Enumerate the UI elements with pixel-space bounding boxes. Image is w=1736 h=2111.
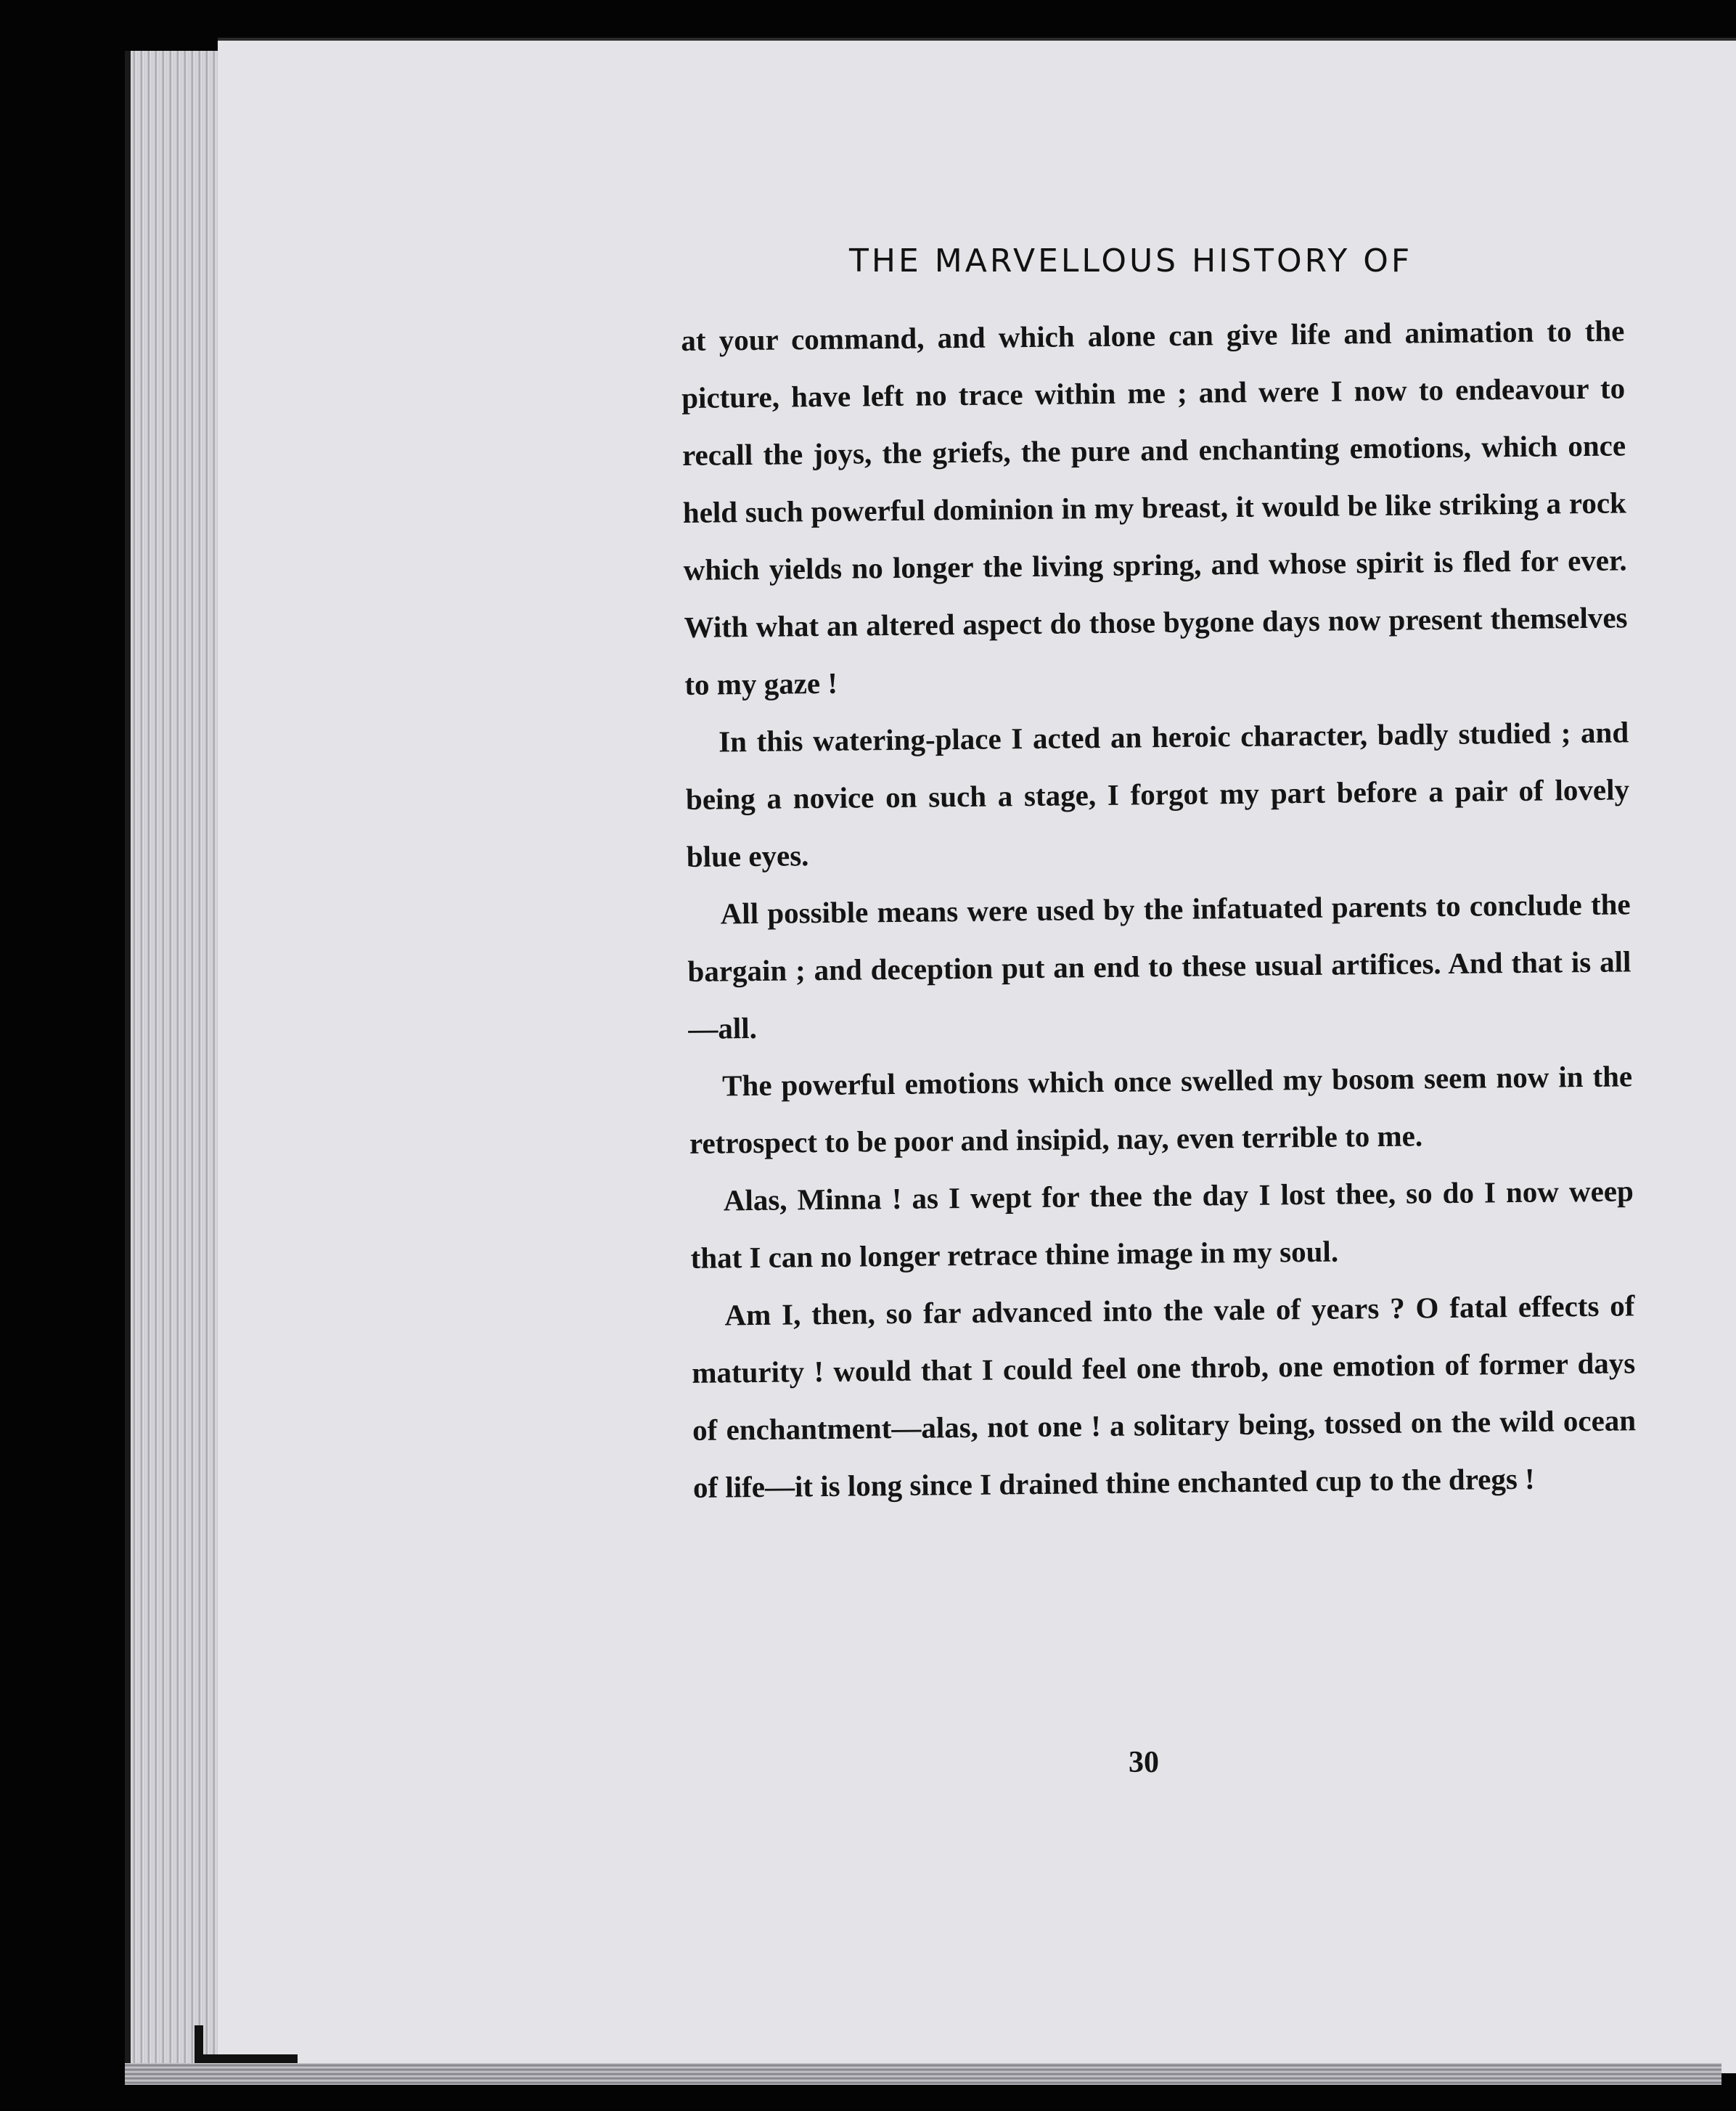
page-number: 30: [1129, 1746, 1159, 1779]
body-text: [681, 302, 1637, 1516]
paragraph: In this watering-place I acted an heroic character, badly studied ; and being a novice on such a stage, I forgot my part before a pair of lovely blue eyes.: [685, 715, 1630, 873]
running-head: THE MARVELLOUS HISTORY OF: [849, 242, 1413, 279]
corner-clip: [195, 2025, 298, 2063]
book-bottom-edge: [125, 2063, 1721, 2085]
paragraph: Am I, then, so far advanced into the vale of years ? O fatal effects of maturity ! would that I could feel one throb, one emotion of former days of enchantment—alas, not one ! a solitary being, tossed on the wild ocean of life—it is long since I drained thine enchanted cup to the dregs !: [692, 1289, 1637, 1504]
paragraph: The powerful emotions which once swelled my bosom seem now in the retrospect to be poor and insipid, nay, even terrible to me.: [689, 1059, 1633, 1160]
paragraph: All possible means were used by the infatuated parents to conclude the bargain ; and deception put an end to these usual artifices. And that is all—all.: [687, 887, 1631, 1045]
paragraph: Alas, Minna ! as I wept for thee the day I lost thee, so do I now weep that I can no longer retrace thine image in my soul.: [690, 1174, 1634, 1275]
paragraph: at your command, and which alone can give life and animation to the picture, have left no trace within me ; and were I now to endeavour to recall the joys, the griefs, the pure and enchanting emotions, which once held such powerful dominion in my breast, it would be like striking a rock which yields no longer the living spring, and whose spirit is fled for ever. With what an altered aspect do those bygone days now present themselves to my gaze !: [681, 314, 1628, 701]
